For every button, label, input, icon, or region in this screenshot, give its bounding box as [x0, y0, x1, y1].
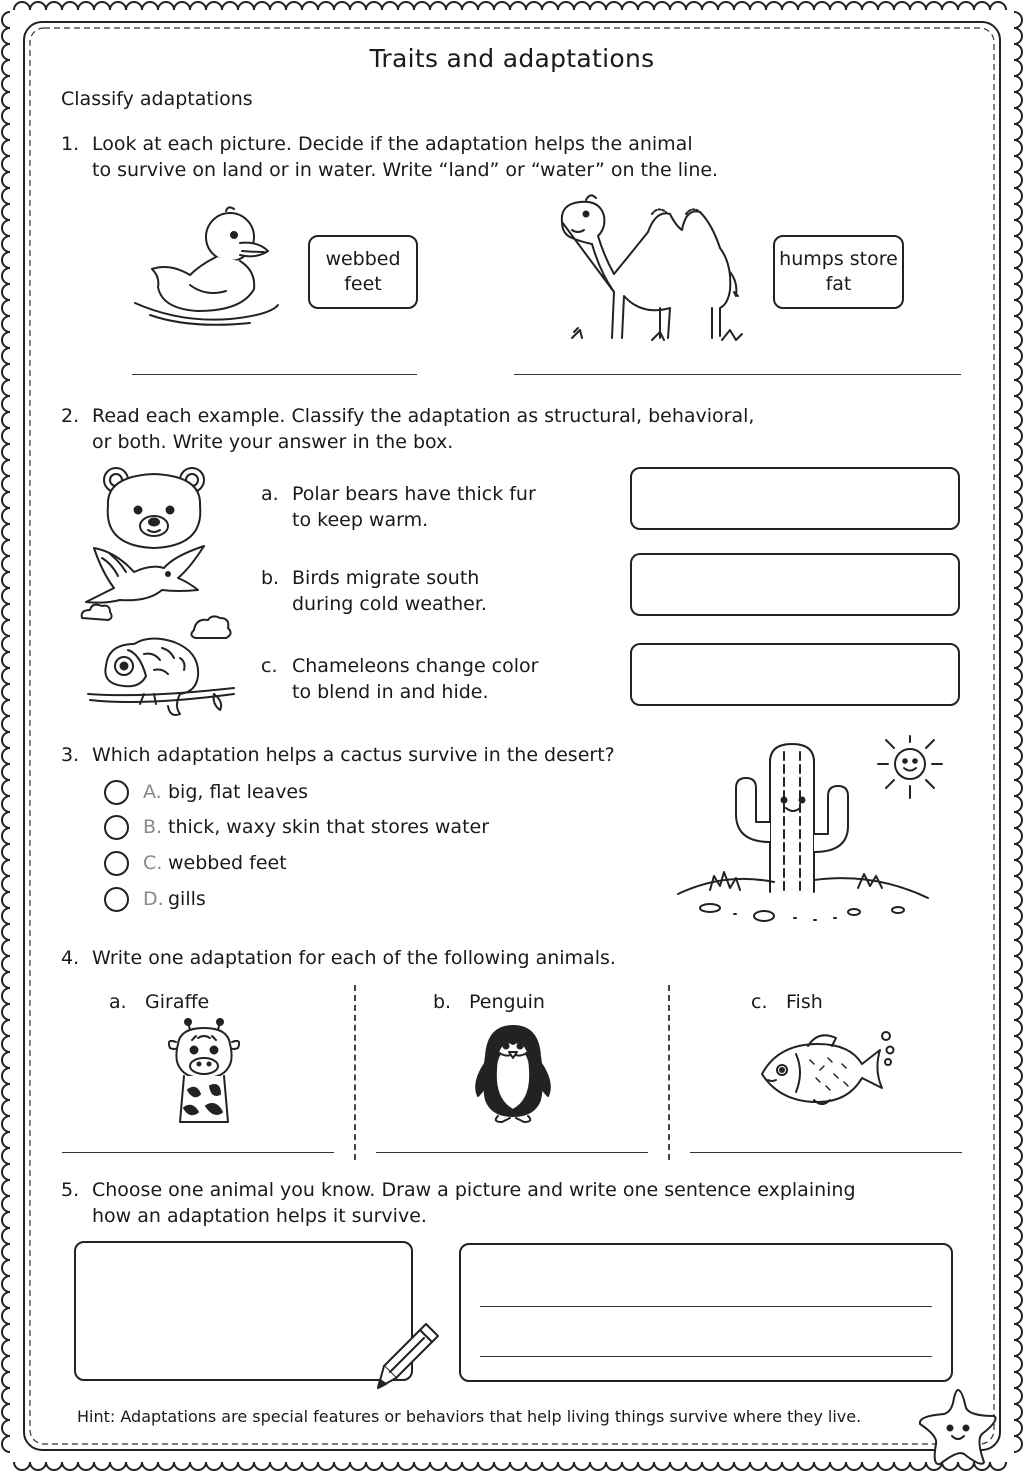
- section-subtitle: Classify adaptations: [61, 88, 253, 110]
- q5-drawing-box[interactable]: [74, 1241, 413, 1381]
- q4-giraffe-name: Giraffe: [145, 991, 210, 1013]
- fish-icon: [758, 1030, 898, 1110]
- bear-icon: [100, 466, 208, 552]
- q2-item-c-line1: Chameleons change color: [292, 655, 539, 677]
- q2-item-b-letter: b.: [261, 567, 280, 589]
- q3-option-d-radio[interactable]: [104, 887, 129, 912]
- duck-adaptation-label: [308, 235, 418, 309]
- q2-number: 2.: [61, 405, 80, 427]
- q3-option-c-text: webbed feet: [168, 852, 287, 874]
- duck-label-line1: webbed: [325, 248, 401, 270]
- camel-label-line2: fat: [825, 273, 852, 295]
- q4-penguin-letter: b.: [433, 991, 452, 1013]
- q4-fish-name: Fish: [786, 991, 823, 1013]
- q2-item-c-answer-box[interactable]: [630, 643, 960, 706]
- q2-text-line1: Read each example. Classify the adaptation as structural, behavioral,: [92, 405, 755, 427]
- q2-item-b-line2: during cold weather.: [292, 593, 487, 615]
- q2-item-c-letter: c.: [261, 655, 278, 677]
- star-icon: [916, 1388, 1000, 1468]
- q3-option-c-letter: C.: [143, 852, 163, 874]
- q3-option-d-text: gills: [168, 888, 206, 910]
- q5-text-line2: how an adaptation helps it survive.: [92, 1205, 427, 1227]
- camel-adaptation-label: [773, 235, 904, 309]
- q2-item-a-line1: Polar bears have thick fur: [292, 483, 536, 505]
- cactus-icon: [674, 742, 934, 927]
- q3-option-c-radio[interactable]: [104, 851, 129, 876]
- q3-option-b-text: thick, waxy skin that stores water: [168, 816, 490, 838]
- q4-fish-letter: c.: [751, 991, 768, 1013]
- q1-text-line2: to survive on land or in water. Write “land” or “water” on the line.: [92, 159, 719, 181]
- q4-divider-1: [354, 985, 356, 1160]
- hint-text: Hint: Adaptations are special features or behaviors that help living things survive where they live.: [77, 1407, 862, 1426]
- q3-option-d-letter: D.: [143, 888, 164, 910]
- q2-item-b-answer-box[interactable]: [630, 553, 960, 616]
- page-title: Traits and adaptations: [369, 44, 655, 73]
- q2-item-a-letter: a.: [261, 483, 279, 505]
- q4-penguin-answer-line[interactable]: [376, 1152, 648, 1153]
- q1-text-line1: Look at each picture. Decide if the adaptation helps the animal: [92, 133, 693, 155]
- q2-item-a-line2: to keep warm.: [292, 509, 429, 531]
- q3-option-a-text: big, flat leaves: [168, 781, 309, 803]
- q4-giraffe-letter: a.: [109, 991, 127, 1013]
- duck-answer-line[interactable]: [132, 374, 417, 375]
- q5-text-line1: Choose one animal you know. Draw a picture and write one sentence explaining: [92, 1179, 856, 1201]
- q4-giraffe-answer-line[interactable]: [62, 1152, 334, 1153]
- duck-label-line2: feet: [344, 273, 382, 295]
- q2-item-c-line2: to blend in and hide.: [292, 681, 489, 703]
- bird-icon: [78, 542, 213, 624]
- penguin-icon: [468, 1022, 558, 1124]
- q4-penguin-name: Penguin: [469, 991, 545, 1013]
- camel-icon: [552, 192, 752, 352]
- q4-fish-answer-line[interactable]: [690, 1152, 962, 1153]
- q3-option-b-letter: B.: [143, 816, 163, 838]
- q2-item-b-line1: Birds migrate south: [292, 567, 480, 589]
- q4-number: 4.: [61, 947, 80, 969]
- q5-writing-line-2[interactable]: [480, 1356, 932, 1357]
- q3-option-a-letter: A.: [143, 781, 162, 803]
- q4-text: Write one adaptation for each of the following animals.: [92, 947, 616, 969]
- q1-number: 1.: [61, 133, 80, 155]
- q5-number: 5.: [61, 1179, 80, 1201]
- q5-sentence-box[interactable]: [459, 1243, 953, 1382]
- giraffe-icon: [166, 1020, 242, 1124]
- q3-option-b-radio[interactable]: [104, 815, 129, 840]
- camel-answer-line[interactable]: [514, 374, 961, 375]
- pencil-icon: [376, 1322, 440, 1392]
- chameleon-icon: [84, 614, 239, 722]
- q3-text: Which adaptation helps a cactus survive in the desert?: [92, 744, 615, 766]
- q2-text-line2: or both. Write your answer in the box.: [92, 431, 454, 453]
- q2-item-a-answer-box[interactable]: [630, 467, 960, 530]
- q3-number: 3.: [61, 744, 80, 766]
- q4-divider-2: [668, 985, 670, 1160]
- camel-label-line1: humps store: [779, 248, 898, 270]
- q3-option-a-radio[interactable]: [104, 780, 129, 805]
- duck-icon: [130, 205, 280, 330]
- q5-writing-line-1[interactable]: [480, 1306, 932, 1307]
